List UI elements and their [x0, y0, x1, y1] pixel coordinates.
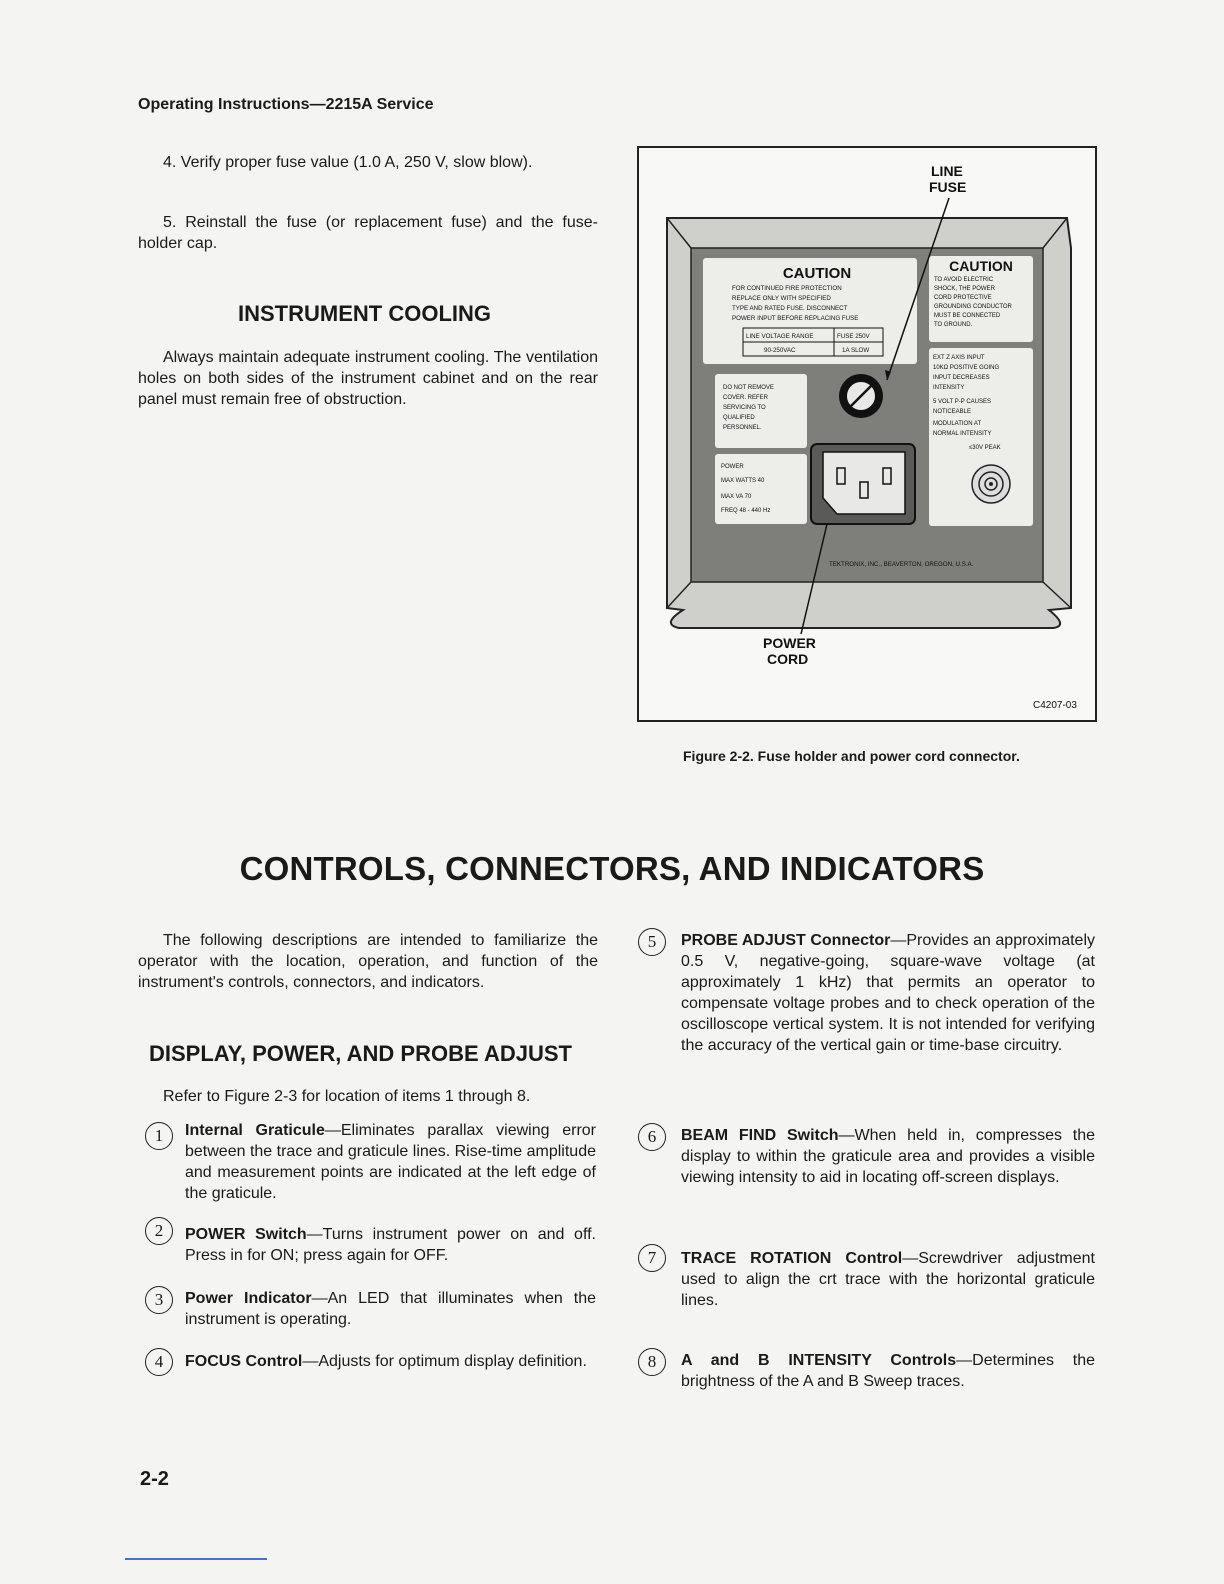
- footer-line: [125, 1558, 267, 1560]
- caution-right-title: CAUTION: [949, 258, 1013, 274]
- intro-paragraph: The following descriptions are intended to familiarize the operator with the location, operation, and function of the instrument's controls, connectors, and indicators.: [138, 932, 598, 991]
- item-beam-find: BEAM FIND Switch—When held in, compresses the display to within the graticule area and provides a visible viewing intensity to aid in locating off-screen displays.: [681, 1127, 1096, 1186]
- fuse-table-cell: FUSE 250V: [837, 333, 870, 340]
- z-axis-line: ≤30V PEAK: [969, 445, 1001, 451]
- figure-caption: Figure 2-2. Fuse holder and power cord connector.: [683, 748, 1020, 764]
- item-focus-control: FOCUS Control—Adjusts for optimum display definition.: [185, 1353, 587, 1370]
- power-cord-label: POWER: [763, 635, 816, 651]
- fuse-table-cell: LINE VOLTAGE RANGE: [746, 333, 814, 340]
- caution-left-line: POWER INPUT BEFORE REPLACING FUSE: [732, 315, 859, 322]
- item-desc: Provides an approximately 0.5 V, negative-going, square-wave voltage (at approximately 1 kHz) that permits an operator to compensate voltage probes and to check operation of the oscilloscope vertical system. It is not intended for verifying the accuracy of the vertical gain or time-base circuitry.: [681, 932, 1095, 1054]
- caution-left-line: REPLACE ONLY WITH SPECIFIED: [732, 295, 831, 302]
- item-number: 2: [145, 1217, 173, 1245]
- item-number: 1: [145, 1122, 173, 1150]
- power-spec-line: MAX WATTS 40: [721, 478, 765, 484]
- service-note-line: SERVICING TO: [723, 405, 766, 411]
- power-spec-line: MAX VA 70: [721, 494, 752, 500]
- caution-right-line: SHOCK, THE POWER: [934, 286, 995, 292]
- item-power-switch: POWER Switch—Turns instrument power on and off. Press in for ON; press again for OFF.: [185, 1226, 596, 1264]
- figure-id: C4207-03: [1033, 700, 1077, 711]
- item-desc: Screwdriver adjustment used to align the crt trace with the horizontal graticule lines.: [681, 1250, 1095, 1309]
- fuse-table-cell: 1A SLOW: [842, 347, 870, 354]
- section-heading: DISPLAY, POWER, AND PROBE ADJUST: [149, 1041, 572, 1066]
- item-desc: Eliminates parallax viewing error between the trace and graticule lines. Rise-time amplitude and measurement points are indicated at the left edge of the graticule.: [185, 1122, 597, 1202]
- item-probe-adjust: PROBE ADJUST Connector—Provides an approximately 0.5 V, negative-going, square-wave voltage (at approximately 1 kHz) that permits an operator to compensate voltage probes and to check operation of the oscilloscope vertical system. It is not intended for verifying the accuracy of the vertical gain or time-base circuitry.: [681, 932, 1095, 1054]
- z-axis-line: EXT Z AXIS INPUT: [933, 355, 985, 361]
- item-desc: When held in, compresses the display to within the graticule area and provides a visible viewing intensity to aid in locating off-screen displays.: [681, 1127, 1096, 1186]
- caution-left-line: FOR CONTINUED FIRE PROTECTION: [732, 285, 842, 292]
- item-desc: An LED that illuminates when the instrument is operating.: [185, 1290, 596, 1328]
- caution-left-title: CAUTION: [782, 265, 852, 282]
- item-title: TRACE ROTATION Control: [681, 1250, 903, 1267]
- power-spec-line: FREQ 48 - 440 Hz: [721, 508, 771, 514]
- item-title: Power Indicator: [185, 1290, 312, 1307]
- caution-right-line: CORD PROTECTIVE: [934, 295, 992, 301]
- cooling-text: Always maintain adequate instrument cooling. The ventilation holes on both sides of the instrument cabinet and on the rear panel must remain free of obstruction.: [138, 349, 598, 408]
- item-title: FOCUS Control: [185, 1353, 303, 1370]
- service-note-line: DO NOT REMOVE: [723, 385, 774, 391]
- power-spec-line: POWER: [721, 464, 744, 470]
- item-title: BEAM FIND Switch: [681, 1127, 839, 1144]
- item-desc: Determines the brightness of the A and B Sweep traces.: [681, 1352, 1095, 1390]
- z-axis-line: INPUT DECREASES: [933, 375, 990, 381]
- page-number: 2-2: [140, 1468, 169, 1490]
- fuse-table-cell: 90-250VAC: [764, 347, 796, 354]
- item-desc: Adjusts for optimum display definition.: [318, 1353, 587, 1370]
- step-4: 4. Verify proper fuse value (1.0 A, 250 V, slow blow).: [163, 154, 533, 171]
- cooling-heading: INSTRUMENT COOLING: [238, 301, 491, 326]
- z-axis-line: MODULATION AT: [933, 421, 982, 427]
- running-header: Operating Instructions—2215A Service: [138, 96, 434, 113]
- line-fuse-label: FUSE: [929, 179, 967, 195]
- caution-right-line: TO GROUND.: [934, 322, 973, 328]
- item-number: 8: [638, 1348, 666, 1376]
- item-number: 3: [145, 1286, 173, 1314]
- z-axis-line: NORMAL INTENSITY: [933, 431, 992, 437]
- item-title: PROBE ADJUST Connector: [681, 932, 891, 949]
- main-heading: CONTROLS, CONNECTORS, AND INDICATORS: [239, 850, 985, 887]
- line-fuse-label: LINE: [931, 163, 963, 179]
- caution-right-line: TO AVOID ELECTRIC: [934, 277, 994, 283]
- service-note-line: COVER. REFER: [723, 395, 769, 401]
- item-number: 6: [638, 1123, 666, 1151]
- item-number: 7: [638, 1244, 666, 1272]
- power-cord-label: CORD: [767, 651, 809, 667]
- fuse-holder-figure: [637, 146, 1097, 722]
- item-number: 5: [638, 928, 666, 956]
- z-axis-line: 10KΩ POSITIVE GOING: [933, 365, 1000, 371]
- z-axis-line: 5 VOLT P-P CAUSES: [933, 399, 992, 405]
- caution-right-line: MUST BE CONNECTED: [934, 313, 1001, 319]
- item-power-indicator: Power Indicator—An LED that illuminates when the instrument is operating.: [185, 1290, 596, 1328]
- refer-text: Refer to Figure 2-3 for location of items 1 through 8.: [163, 1088, 531, 1105]
- item-title: Internal Graticule: [185, 1122, 325, 1139]
- item-internal-graticule: Internal Graticule—Eliminates parallax viewing error between the trace and graticule lines. Rise-time amplitude and measurement points are indicated at the left edge of the graticule.: [185, 1122, 597, 1202]
- caution-right-line: GROUNDING CONDUCTOR: [934, 304, 1012, 310]
- item-title: POWER Switch: [185, 1226, 307, 1243]
- service-note-line: PERSONNEL.: [723, 425, 762, 431]
- maker-text: TEKTRONIX, INC., BEAVERTON, OREGON, U.S.A.: [829, 561, 974, 568]
- item-desc: Turns instrument power on and off. Press in for ON; press again for OFF.: [185, 1226, 596, 1264]
- item-intensity-controls: A and B INTENSITY Controls—Determines the brightness of the A and B Sweep traces.: [681, 1352, 1095, 1390]
- service-note-line: QUALIFIED: [723, 415, 755, 421]
- z-axis-line: INTENSITY: [933, 385, 965, 391]
- item-number: 4: [145, 1348, 173, 1376]
- item-trace-rotation: TRACE ROTATION Control—Screwdriver adjustment used to align the crt trace with the horizontal graticule lines.: [681, 1250, 1095, 1309]
- caution-left-line: TYPE AND RATED FUSE. DISCONNECT: [732, 305, 848, 312]
- item-title: A and B INTENSITY Controls: [681, 1352, 957, 1369]
- step-5: 5. Reinstall the fuse (or replacement fuse) and the fuse-holder cap.: [138, 214, 598, 252]
- z-axis-line: NOTICEABLE: [933, 409, 972, 415]
